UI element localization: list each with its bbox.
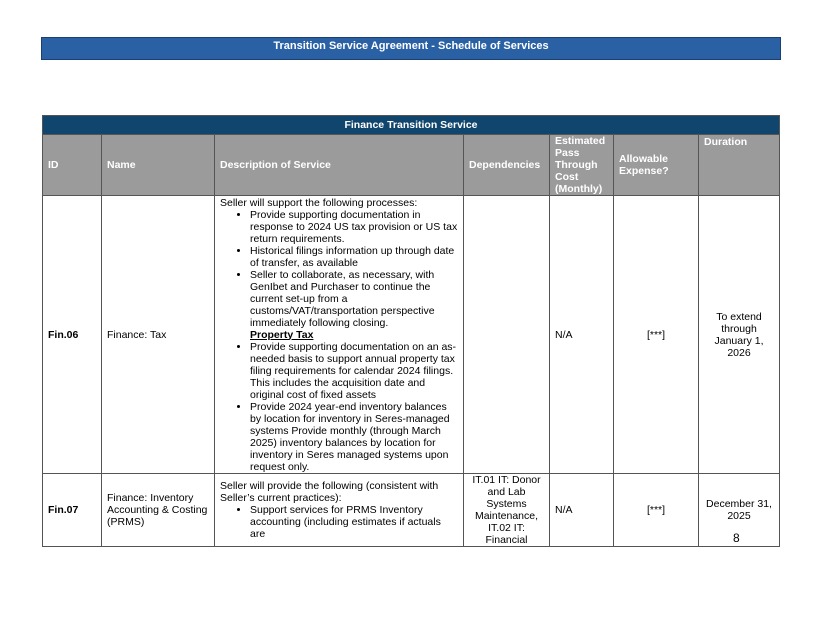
description-list xyxy=(220,504,458,540)
row-cost: N/A xyxy=(550,474,614,547)
description-list xyxy=(220,209,458,329)
list-item: • Provide 2024 year-end inventory balances by location for inventory in Seres-managed systems Provide monthly (through March 2025) inventory balances by location for inventory in Seres managed systems upon request only. xyxy=(250,401,458,473)
row-duration: December 31, 2025 xyxy=(699,474,780,547)
description-intro: Seller will support the following processes: xyxy=(220,196,418,209)
row-duration: To extend through January 1, 2026 xyxy=(699,196,780,474)
column-header-dependencies: Dependencies xyxy=(464,135,550,196)
page-number: 8 xyxy=(733,531,740,545)
column-header-id: ID xyxy=(43,135,102,196)
list-item: • Support services for PRMS Inventory accounting (including estimates if actuals are xyxy=(250,504,458,540)
column-header-allowable: Allowable Expense? xyxy=(614,135,699,196)
row-cost: N/A xyxy=(550,196,614,474)
description-list xyxy=(220,341,458,473)
column-header-duration: Duration xyxy=(699,135,780,196)
row-dependencies: IT.01 IT: Donor and Lab Systems Maintenance, IT.02 IT: Financial xyxy=(464,474,550,547)
table-row xyxy=(43,196,780,474)
description-intro: Seller will provide the following (consistent with Seller’s current practices): xyxy=(220,480,439,504)
list-item: • Seller to collaborate, as necessary, with GenIbet and Purchaser to continue the current set-up from a customs/VAT/transportation perspective immediately following closing. xyxy=(250,269,458,329)
table-header-row xyxy=(43,135,780,196)
description-subheading: Property Tax xyxy=(250,328,314,341)
column-header-cost: Estimated Pass Through Cost (Monthly) xyxy=(550,135,614,196)
column-header-name: Name xyxy=(102,135,215,196)
row-allowable: [***] xyxy=(614,196,699,474)
list-item: • Historical filings information up through date of transfer, as available xyxy=(250,245,458,269)
row-id: Fin.06 xyxy=(43,196,102,474)
row-name: Finance: Inventory Accounting & Costing (PRMS) xyxy=(102,474,215,547)
column-header-description: Description of Service xyxy=(215,135,464,196)
list-item: • Provide supporting documentation on an as-needed basis to support annual property tax filing requirements for calendar 2024 filings. This includes the acquisition date and original cost of fixed assets xyxy=(250,341,458,401)
table-title: Finance Transition Service xyxy=(43,116,780,135)
list-item: • Provide supporting documentation in response to 2024 US tax provision or US tax return requirements. xyxy=(250,209,458,245)
row-allowable: [***] xyxy=(614,474,699,547)
document-header-banner: Transition Service Agreement - Schedule of Services xyxy=(41,37,781,60)
row-name: Finance: Tax xyxy=(102,196,215,474)
table-row xyxy=(43,474,780,547)
schedule-table xyxy=(42,115,780,547)
row-description xyxy=(215,196,464,474)
row-dependencies xyxy=(464,196,550,474)
row-description xyxy=(215,474,464,547)
row-id: Fin.07 xyxy=(43,474,102,547)
